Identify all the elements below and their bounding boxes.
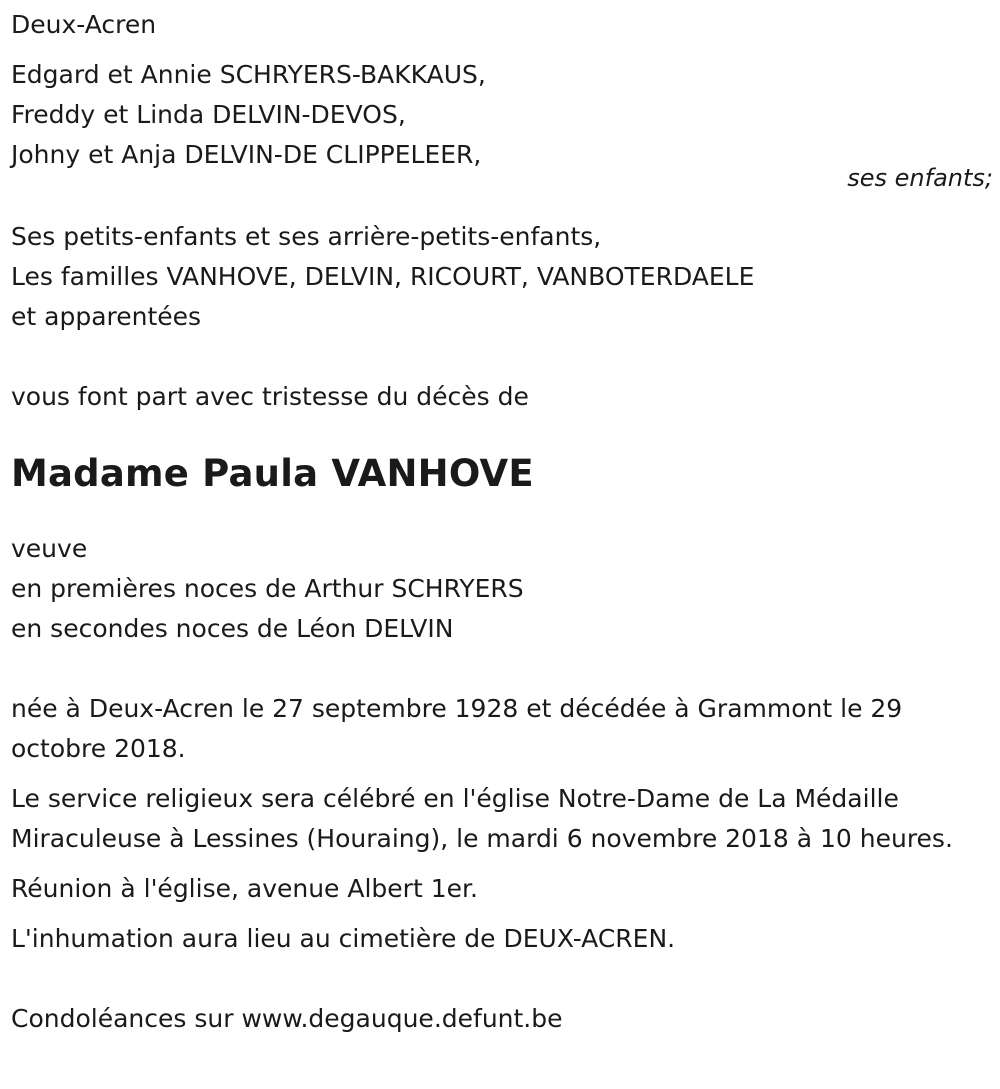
child-entry: Edgard et Annie SCHRYERS-BAKKAUS, [11, 60, 486, 89]
marital-line: en secondes noces de Léon DELVIN [11, 614, 454, 643]
family-list [11, 217, 986, 337]
meeting-text: Réunion à l'église, avenue Albert 1er. [11, 874, 478, 903]
burial-text: L'inhumation aura lieu au cimetière de DEUX-ACREN. [11, 924, 676, 953]
deceased-name: Madame Paula VANHOVE [11, 452, 534, 495]
marital-status [11, 529, 986, 649]
condolences-text: Condoléances sur www.degauque.defunt.be [11, 1004, 563, 1033]
child-entry: Freddy et Linda DELVIN-DEVOS, [11, 100, 406, 129]
birth-death-text: née à Deux-Acren le 27 septembre 1928 et décédée à Grammont le 29 octobre 2018. [11, 694, 903, 763]
obituary-notice [11, 5, 986, 1039]
family-entry: et apparentées [11, 302, 202, 331]
family-entry: Les familles VANHOVE, DELVIN, RICOURT, VANBOTERDAELE [11, 262, 755, 291]
child-entry: Johny et Anja DELVIN-DE CLIPPELEER, [11, 140, 482, 169]
place-name: Deux-Acren [11, 10, 157, 39]
service-text: Le service religieux sera célébré en l'église Notre-Dame de La Médaille Miraculeuse à Lessines (Houraing), le mardi 6 novembre 2018 à 10 heures. [11, 784, 953, 853]
children-list [11, 55, 986, 175]
marital-line: veuve [11, 534, 88, 563]
family-entry: Ses petits-enfants et ses arrière-petits-enfants, [11, 222, 602, 251]
announcement-text: vous font part avec tristesse du décès de [11, 382, 529, 411]
marital-line: en premières noces de Arthur SCHRYERS [11, 574, 524, 603]
children-role-label: ses enfants; [847, 164, 993, 192]
